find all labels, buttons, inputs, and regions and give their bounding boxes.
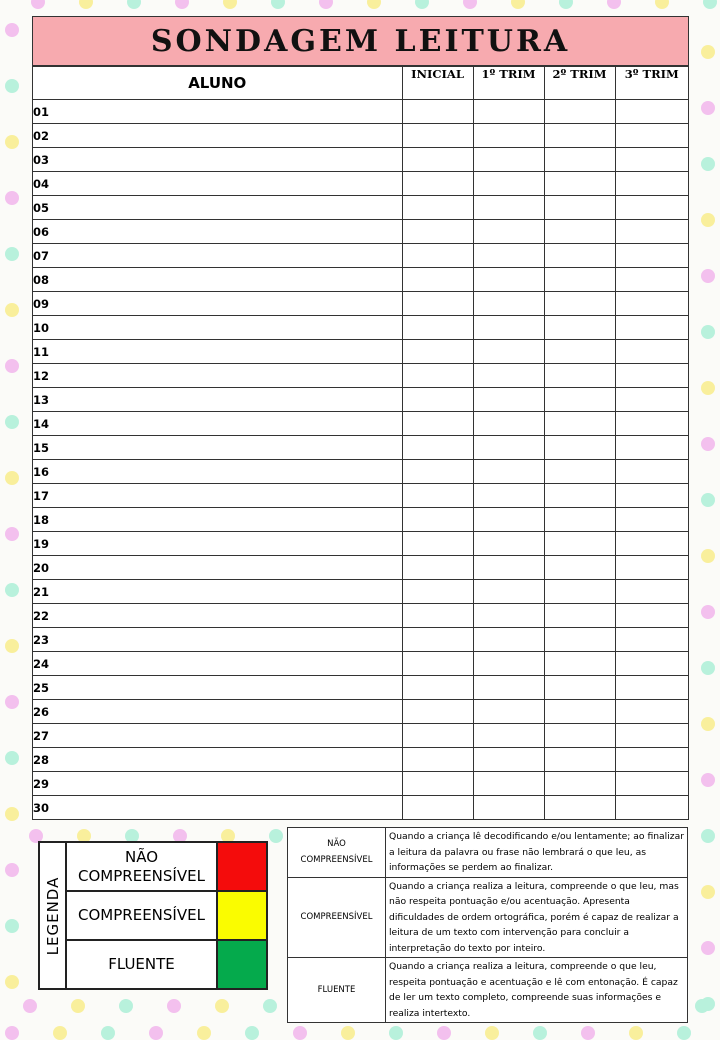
table-row [33,196,688,220]
score-cell[interactable] [544,388,615,412]
score-cell[interactable] [544,244,615,268]
student-number: 04 [33,172,402,196]
student-number: 28 [33,748,402,772]
background-dot [701,773,715,787]
table-row [33,436,688,460]
score-cell[interactable] [402,508,473,532]
score-cell[interactable] [473,532,544,556]
score-cell[interactable] [402,388,473,412]
student-table [33,66,688,819]
score-cell[interactable] [402,436,473,460]
score-cell[interactable] [615,220,688,244]
score-cell[interactable] [402,700,473,724]
background-dot [701,717,715,731]
table-row [33,172,688,196]
legend-label-nao-compreensivel: NÃO COMPREENSÍVEL [78,847,205,885]
score-cell[interactable] [473,556,544,580]
score-cell[interactable] [473,676,544,700]
score-cell[interactable] [473,292,544,316]
background-dot [629,1026,643,1040]
score-cell[interactable] [544,364,615,388]
student-number: 27 [33,724,402,748]
background-dot [415,0,429,9]
description-table [287,827,688,1023]
background-dot [5,247,19,261]
student-number: 21 [33,580,402,604]
page-title: SONDAGEM LEITURA [33,17,688,66]
table-row [33,796,688,820]
score-cell[interactable] [473,484,544,508]
score-cell[interactable] [615,436,688,460]
score-cell[interactable] [402,724,473,748]
table-row [33,700,688,724]
score-cell[interactable] [473,364,544,388]
score-cell[interactable] [544,604,615,628]
score-cell[interactable] [402,460,473,484]
score-cell[interactable] [615,196,688,220]
background-dot [341,1026,355,1040]
table-row [33,364,688,388]
table-row [33,748,688,772]
background-dot [701,213,715,227]
score-cell[interactable] [615,412,688,436]
table-row [33,508,688,532]
score-cell[interactable] [615,532,688,556]
score-cell[interactable] [402,148,473,172]
background-dot [5,583,19,597]
student-number: 08 [33,268,402,292]
background-dot [23,999,37,1013]
score-cell[interactable] [402,628,473,652]
background-dot [197,1026,211,1040]
student-number: 09 [33,292,402,316]
student-number: 05 [33,196,402,220]
description-row [288,958,688,1023]
table-row [33,580,688,604]
background-dot [53,1026,67,1040]
score-cell[interactable] [402,364,473,388]
background-dot [215,999,229,1013]
table-row [33,556,688,580]
score-cell[interactable] [473,196,544,220]
score-cell[interactable] [544,796,615,820]
score-cell[interactable] [615,700,688,724]
background-dot [175,0,189,9]
background-dot [149,1026,163,1040]
score-cell[interactable] [473,460,544,484]
score-cell[interactable] [402,124,473,148]
score-cell[interactable] [473,124,544,148]
student-number: 02 [33,124,402,148]
score-cell[interactable] [615,580,688,604]
student-number: 13 [33,388,402,412]
score-cell[interactable] [544,436,615,460]
score-cell[interactable] [544,484,615,508]
score-cell[interactable] [615,484,688,508]
legend-label-compreensivel: COMPREENSÍVEL [78,906,205,924]
score-cell[interactable] [615,316,688,340]
background-dot [5,79,19,93]
table-row [33,244,688,268]
score-cell[interactable] [402,196,473,220]
legend-box [38,841,268,990]
student-number: 06 [33,220,402,244]
student-number: 16 [33,460,402,484]
background-dot [701,101,715,115]
score-cell[interactable] [615,772,688,796]
student-number: 01 [33,100,402,124]
background-dot [5,527,19,541]
score-cell[interactable] [544,196,615,220]
background-dot [5,919,19,933]
score-cell[interactable] [544,508,615,532]
score-cell[interactable] [544,100,615,124]
student-number: 19 [33,532,402,556]
score-cell[interactable] [615,364,688,388]
background-dot [701,997,715,1011]
legend-title: LEGENDA [43,876,62,955]
table-row [33,484,688,508]
student-number: 14 [33,412,402,436]
score-cell[interactable] [402,532,473,556]
score-cell[interactable] [544,724,615,748]
legend-item [67,843,266,892]
background-dot [319,0,333,9]
student-number: 15 [33,436,402,460]
score-cell[interactable] [473,628,544,652]
score-cell[interactable] [473,100,544,124]
background-dot [5,359,19,373]
background-dot [5,23,19,37]
background-dot [5,975,19,989]
student-number: 17 [33,484,402,508]
background-dot [5,303,19,317]
student-number: 25 [33,676,402,700]
student-number: 24 [33,652,402,676]
score-cell[interactable] [402,316,473,340]
score-cell[interactable] [615,556,688,580]
background-dot [703,0,717,9]
table-row [33,268,688,292]
score-cell[interactable] [544,412,615,436]
legend-item [67,892,266,941]
score-cell[interactable] [544,220,615,244]
background-dot [31,0,45,9]
student-number: 22 [33,604,402,628]
background-dot [271,0,285,9]
student-column-header: ALUNO [33,67,402,100]
legend-swatch-yellow [216,892,266,939]
period-header-trim-1: 1º TRIM [473,67,544,100]
background-dot [127,0,141,9]
score-cell[interactable] [615,340,688,364]
score-cell[interactable] [473,508,544,532]
score-cell[interactable] [473,316,544,340]
score-cell[interactable] [615,292,688,316]
period-header-initial: INICIAL [402,67,473,100]
score-cell[interactable] [544,628,615,652]
score-cell[interactable] [615,748,688,772]
background-dot [463,0,477,9]
background-dot [701,941,715,955]
score-cell[interactable] [544,772,615,796]
student-number: 23 [33,628,402,652]
student-number: 26 [33,700,402,724]
score-cell[interactable] [615,724,688,748]
legend-item [67,941,266,988]
score-cell[interactable] [473,220,544,244]
table-row [33,604,688,628]
student-number: 07 [33,244,402,268]
background-dot [5,751,19,765]
score-cell[interactable] [615,508,688,532]
score-cell[interactable] [544,652,615,676]
background-dot [269,829,283,843]
background-dot [701,829,715,843]
table-row [33,388,688,412]
table-row [33,724,688,748]
score-cell[interactable] [473,604,544,628]
background-dot [245,1026,259,1040]
table-row [33,316,688,340]
score-cell[interactable] [615,460,688,484]
score-cell[interactable] [402,604,473,628]
score-cell[interactable] [473,388,544,412]
background-dot [367,0,381,9]
background-dot [559,0,573,9]
background-dot [485,1026,499,1040]
score-cell[interactable] [544,460,615,484]
table-row [33,220,688,244]
background-dot [389,1026,403,1040]
table-row [33,772,688,796]
score-cell[interactable] [473,580,544,604]
score-cell[interactable] [473,700,544,724]
score-cell[interactable] [473,652,544,676]
score-cell[interactable] [402,292,473,316]
score-cell[interactable] [615,628,688,652]
background-dot [701,325,715,339]
background-dot [701,45,715,59]
table-row [33,676,688,700]
background-dot [677,1026,691,1040]
score-cell[interactable] [473,748,544,772]
score-cell[interactable] [544,172,615,196]
background-dot [5,415,19,429]
table-row [33,148,688,172]
score-cell[interactable] [473,340,544,364]
table-row [33,532,688,556]
score-cell[interactable] [402,796,473,820]
legend-label-fluente: FLUENTE [108,955,175,973]
score-cell[interactable] [402,676,473,700]
score-cell[interactable] [473,268,544,292]
score-cell[interactable] [544,532,615,556]
score-cell[interactable] [544,748,615,772]
score-cell[interactable] [615,388,688,412]
background-dot [5,471,19,485]
period-header-trim-2: 2º TRIM [544,67,615,100]
background-dot [5,135,19,149]
background-dot [5,807,19,821]
score-cell[interactable] [473,148,544,172]
background-dot [701,549,715,563]
background-dot [293,1026,307,1040]
description-text: Quando a criança realiza a leitura, compreende o que leu, mas não respeita pontuação e/ou acentuação. Apresenta dificuldades de ordem ortográfica, porém é capaz de realizar a leitura de um texto com intervenção para concluir a interpretação do texto por inteiro. [386,877,688,958]
background-dot [701,605,715,619]
score-cell[interactable] [615,268,688,292]
background-dot [79,0,93,9]
background-dot [101,1026,115,1040]
table-row [33,124,688,148]
score-cell[interactable] [402,652,473,676]
score-cell[interactable] [615,652,688,676]
background-dot [701,437,715,451]
score-cell[interactable] [402,220,473,244]
student-number: 10 [33,316,402,340]
table-row [33,340,688,364]
description-term: NÃO COMPREENSÍVEL [288,828,386,878]
score-cell[interactable] [544,268,615,292]
score-cell[interactable] [544,316,615,340]
table-row [33,292,688,316]
table-header-row [33,67,688,100]
description-text: Quando a criança realiza a leitura, compreende o que leu, respeita pontuação e acentuação e lê com entonação. É capaz de ler um texto completo, compreende suas informações e realiza intertexto. [386,958,688,1023]
student-number: 30 [33,796,402,820]
student-number: 29 [33,772,402,796]
score-cell[interactable] [473,724,544,748]
score-cell[interactable] [615,244,688,268]
table-row [33,460,688,484]
background-dot [533,1026,547,1040]
background-dot [263,999,277,1013]
student-number: 11 [33,340,402,364]
background-dot [71,999,85,1013]
score-cell[interactable] [473,772,544,796]
score-cell[interactable] [615,148,688,172]
score-cell[interactable] [402,340,473,364]
score-cell[interactable] [615,604,688,628]
table-row [33,628,688,652]
score-cell[interactable] [544,556,615,580]
student-number: 18 [33,508,402,532]
background-dot [511,0,525,9]
table-row [33,652,688,676]
table-row [33,100,688,124]
background-dot [581,1026,595,1040]
background-dot [701,269,715,283]
table-row [33,412,688,436]
background-dot [5,191,19,205]
score-cell[interactable] [473,412,544,436]
score-cell[interactable] [402,580,473,604]
student-number: 20 [33,556,402,580]
score-cell[interactable] [615,124,688,148]
score-cell[interactable] [402,748,473,772]
background-dot [701,661,715,675]
score-cell[interactable] [544,340,615,364]
student-number: 03 [33,148,402,172]
background-dot [223,0,237,9]
score-cell[interactable] [615,676,688,700]
score-cell[interactable] [402,100,473,124]
score-cell[interactable] [402,268,473,292]
background-dot [701,885,715,899]
score-cell[interactable] [544,124,615,148]
background-dot [5,695,19,709]
score-cell[interactable] [473,172,544,196]
score-cell[interactable] [402,556,473,580]
score-cell[interactable] [615,100,688,124]
score-cell[interactable] [544,700,615,724]
background-dot [167,999,181,1013]
score-cell[interactable] [544,676,615,700]
reading-survey-sheet [32,16,689,820]
score-cell[interactable] [402,244,473,268]
background-dot [119,999,133,1013]
period-header-trim-3: 3º TRIM [615,67,688,100]
legend-title-cell [40,843,67,988]
background-dot [5,639,19,653]
score-cell[interactable] [402,772,473,796]
score-cell[interactable] [473,436,544,460]
score-cell[interactable] [402,484,473,508]
background-dot [5,1026,19,1040]
score-cell[interactable] [544,148,615,172]
background-dot [701,157,715,171]
background-dot [607,0,621,9]
score-cell[interactable] [402,412,473,436]
score-cell[interactable] [615,796,688,820]
legend-swatch-green [216,941,266,988]
legend-swatch-red [216,843,266,890]
score-cell[interactable] [402,172,473,196]
background-dot [701,493,715,507]
score-cell[interactable] [473,796,544,820]
description-row [288,828,688,878]
background-dot [655,0,669,9]
description-text: Quando a criança lê decodificando e/ou lentamente; ao finalizar a leitura da palavra ou frase não lembrará o que leu, as informações se perdem ao finalizar. [386,828,688,878]
student-number: 12 [33,364,402,388]
score-cell[interactable] [544,292,615,316]
background-dot [437,1026,451,1040]
score-cell[interactable] [544,580,615,604]
description-term: COMPREENSÍVEL [288,877,386,958]
score-cell[interactable] [615,172,688,196]
background-dot [5,863,19,877]
background-dot [701,381,715,395]
score-cell[interactable] [473,244,544,268]
description-term: FLUENTE [288,958,386,1023]
description-row [288,877,688,958]
